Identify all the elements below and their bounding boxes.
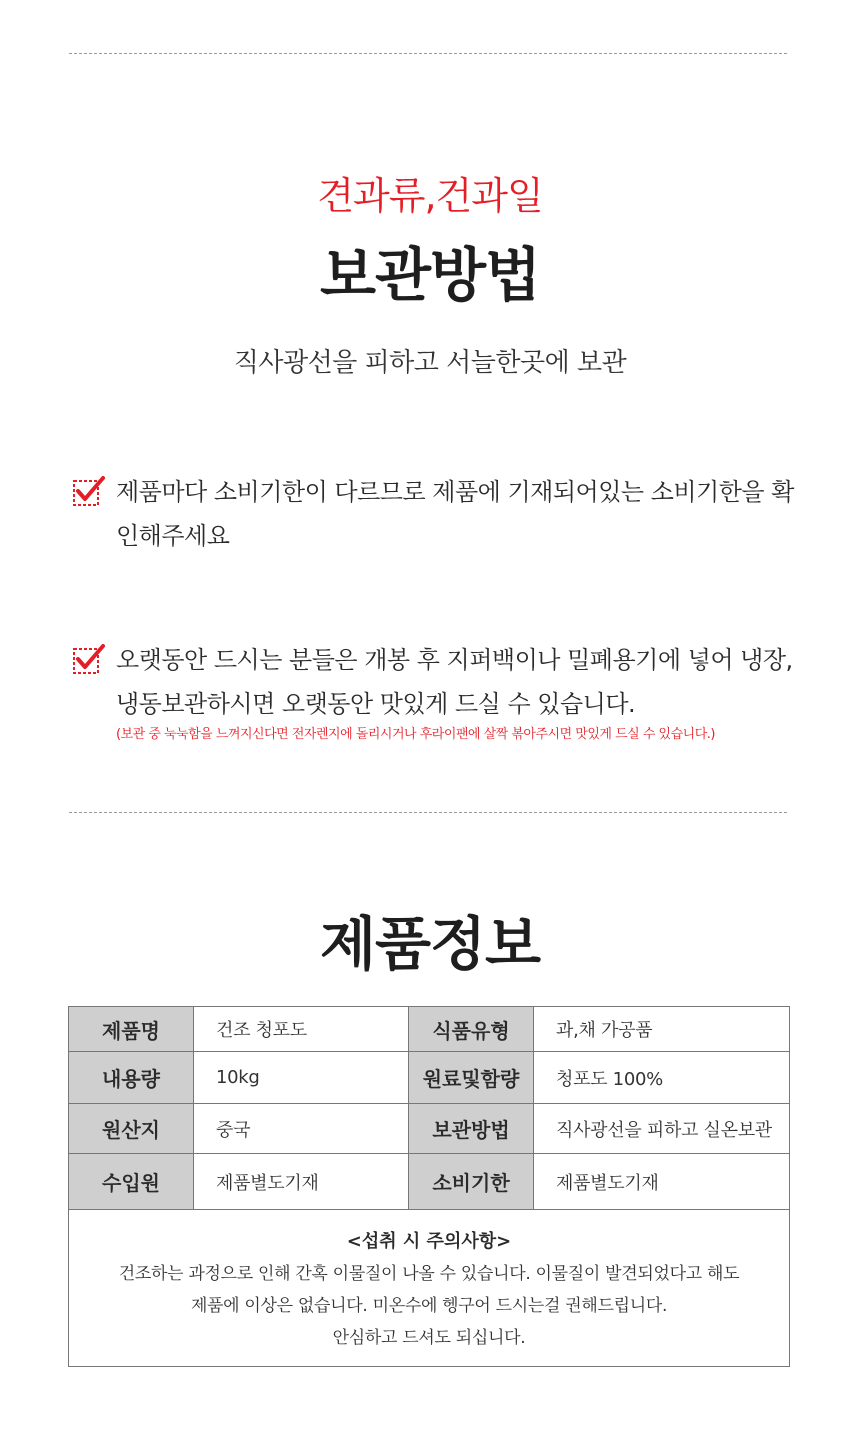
table-label: 보관방법 <box>409 1104 534 1154</box>
caution-title: <섭취 시 주의사항> <box>346 1231 512 1252</box>
check-item-text: 오랫동안 드시는 분들은 개봉 후 지퍼백이나 밀폐용기에 넣어 냉장, 냉동보관하시면 오랫동안 맛있게 드실 수 있습니다. <box>116 646 793 718</box>
table-row <box>69 1104 790 1154</box>
table-label: 소비기한 <box>409 1154 534 1210</box>
caution-cell <box>69 1210 790 1367</box>
checkbox-check-icon <box>72 642 106 676</box>
table-value: 직사광선을 피하고 실온보관 <box>534 1104 790 1154</box>
top-divider <box>69 53 787 54</box>
table-label: 수입원 <box>69 1154 194 1210</box>
table-label: 원산지 <box>69 1104 194 1154</box>
product-info-title: 제품정보 <box>319 910 541 978</box>
storage-method-title: 보관방법 <box>319 241 541 309</box>
checkbox-check-icon <box>72 474 106 508</box>
table-label: 식품유형 <box>409 1007 534 1052</box>
storage-summary: 직사광선을 피하고 서늘한곳에 보관 <box>233 348 627 378</box>
table-label: 제품명 <box>69 1007 194 1052</box>
table-value: 건조 청포도 <box>194 1007 409 1052</box>
table-label: 내용량 <box>69 1052 194 1104</box>
table-label: 원료및함량 <box>409 1052 534 1104</box>
table-value: 중국 <box>194 1104 409 1154</box>
product-category: 견과류,건과일 <box>317 174 543 218</box>
table-row <box>69 1007 790 1052</box>
check-item-note: (보관 중 눅눅함을 느껴지신다면 전자렌지에 돌리시거나 후라이팬에 살짝 볶아주시면 맛있게 드실 수 있습니다.) <box>116 727 715 742</box>
table-value: 청포도 100% <box>534 1052 790 1104</box>
table-value: 10kg <box>194 1052 409 1104</box>
check-item-text: 제품마다 소비기한이 다르므로 제품에 기재되어있는 소비기한을 확인해주세요 <box>116 478 794 550</box>
table-value: 제품별도기재 <box>194 1154 409 1210</box>
caution-line: 제품에 이상은 없습니다. 미온수에 헹구어 드시는걸 권해드립니다. <box>190 1296 668 1316</box>
section-divider <box>69 812 787 813</box>
product-info-table <box>68 1006 790 1367</box>
caution-line: 안심하고 드셔도 되십니다. <box>332 1328 526 1348</box>
caution-line: 건조하는 과정으로 인해 간혹 이물질이 나올 수 있습니다. 이물질이 발견되었다고 해도 <box>118 1264 740 1284</box>
table-value: 제품별도기재 <box>534 1154 790 1210</box>
caution-row <box>69 1210 790 1367</box>
table-row <box>69 1154 790 1210</box>
table-row <box>69 1052 790 1104</box>
table-value: 과,채 가공품 <box>534 1007 790 1052</box>
